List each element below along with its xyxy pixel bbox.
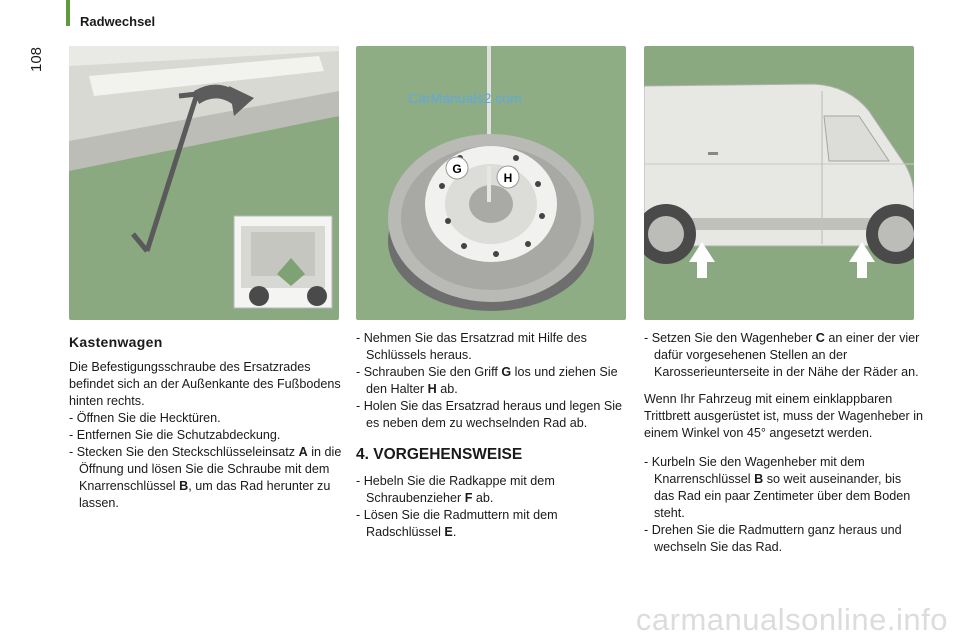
step-take-out-wheel: - Nehmen Sie das Ersatzrad mit Hilfe des Schlüssels heraus. bbox=[356, 331, 587, 362]
step-remove-cover: - Entfernen Sie die Schutzabdeckung. bbox=[69, 428, 281, 442]
figure-spare-wheel-bolt bbox=[69, 46, 339, 320]
footer-watermark: carmanualsonline.info bbox=[635, 602, 948, 637]
column-kastenwagen bbox=[69, 330, 344, 512]
heading-procedure: 4. VORGEHENSWEISE bbox=[356, 446, 523, 463]
step-unscrew-handle: - Schrauben Sie den Griff G los und ziehen Sie den Halter H ab. bbox=[356, 365, 618, 396]
heading-kastenwagen: Kastenwagen bbox=[69, 334, 163, 350]
page-number: 108 bbox=[28, 46, 45, 72]
figure-2-illustration bbox=[356, 46, 626, 320]
watermark-carmanuals: CarManuals2.com bbox=[408, 90, 522, 106]
figure-3-illustration bbox=[644, 46, 914, 320]
step-loosen-nuts: - Lösen Sie die Radmuttern mit dem Radschlüssel E. bbox=[356, 508, 558, 539]
step-place-wheel: - Holen Sie das Ersatzrad heraus und legen Sie es neben dem zu wechselnden Rad ab. bbox=[356, 399, 623, 430]
step-crank-jack: - Kurbeln Sie den Wagenheber mit dem Knarrenschlüssel B so weit auseinander, bis das Rad ein paar Zentimeter über dem Boden steht. bbox=[644, 455, 911, 520]
label-g: G bbox=[452, 162, 462, 176]
figure-1-illustration bbox=[69, 46, 339, 320]
intro-paragraph: Die Befestigungsschraube des Ersatzrades befindet sich an der Außenkante des Fußbodens hinten rechts. bbox=[69, 360, 341, 408]
step-insert-socket: - Stecken Sie den Steckschlüsseleinsatz A in die Öffnung und lösen Sie die Schraube mit dem Knarrenschlüssel B, um das Rad herunter zu lassen. bbox=[69, 445, 342, 510]
figure-spare-wheel bbox=[356, 46, 626, 320]
step-open-doors: - Öffnen Sie die Hecktüren. bbox=[69, 411, 221, 425]
figure-van-jack-points bbox=[644, 46, 914, 320]
note-folding-step: Wenn Ihr Fahrzeug mit einem einklappbaren Trittbrett ausgerüstet ist, muss der Wagenheber in einem Winkel von 45° angesetzt werden. bbox=[644, 392, 924, 440]
section-title: Radwechsel bbox=[80, 14, 156, 29]
label-h: H bbox=[503, 171, 513, 185]
column-jack bbox=[644, 330, 924, 556]
step-remove-hubcap: - Hebeln Sie die Radkappe mit dem Schraubenzieher F ab. bbox=[356, 474, 555, 505]
step-remove-nuts: - Drehen Sie die Radmuttern ganz heraus und wechseln Sie das Rad. bbox=[644, 523, 902, 554]
step-position-jack: - Setzen Sie den Wagenheber C an einer der vier dafür vorgesehenen Stellen an der Karosserieunterseite in der Nähe der Räder an. bbox=[644, 331, 920, 379]
section-accent-bar bbox=[66, 0, 70, 26]
column-remove-spare bbox=[356, 330, 631, 541]
